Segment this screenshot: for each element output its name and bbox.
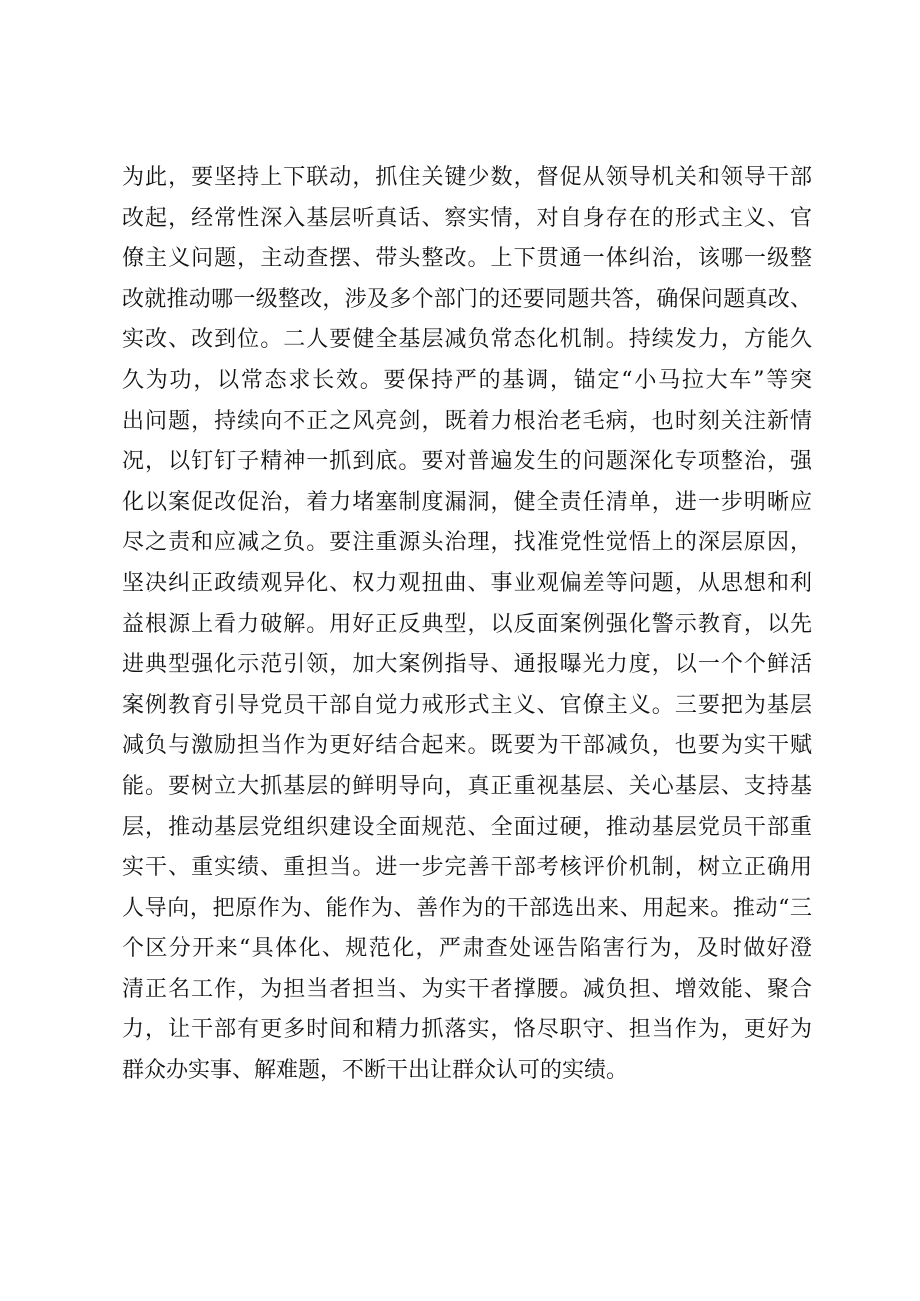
text-line-20: 个区分开来“具体化、规范化，严肃查处诬告陷害行为，及时做好澄: [122, 936, 812, 962]
text-line-19: 人导向，把原作为、能作为、善作为的干部选出来、用起来。推动“三: [122, 895, 812, 921]
body-paragraph: [122, 158, 812, 1092]
text-line-7: 出问题，持续向不正之风亮剑，既着力根治老毛病，也时刻关注新情: [122, 408, 812, 434]
text-line-23: 群众办实事、解难题，不断干出让群众认可的实绩。: [122, 1058, 629, 1084]
text-line-6: 久为功，以常态求长效。要保持严的基调，锚定“小马拉大车”等突: [122, 367, 812, 393]
text-line-21: 清正名工作，为担当者担当、为实干者撑腰。减负担、增效能、聚合: [122, 976, 812, 1002]
text-line-11: 坚决纠正政绩观异化、权力观扭曲、事业观偏差等问题，从思想和利: [122, 570, 812, 596]
text-line-9: 化以案促改促治，着力堵塞制度漏洞，健全责任清单，进一步明晰应: [122, 489, 812, 515]
text-line-10: 尽之责和应减之负。要注重源头治理，找准党性觉悟上的深层原因，: [122, 530, 812, 556]
text-line-15: 减负与激励担当作为更好结合起来。既要为干部减负，也要为实干赋: [122, 733, 812, 759]
text-line-1: 为此，要坚持上下联动，抓住关键少数，督促从领导机关和领导干部: [122, 165, 812, 190]
text-line-16: 能。要树立大抓基层的鲜明导向，真正重视基层、关心基层、支持基: [122, 773, 812, 799]
text-line-17: 层，推动基层党组织建设全面规范、全面过硬，推动基层党员干部重: [122, 814, 812, 840]
text-line-13: 进典型强化示范引领，加大案例指导、通报曝光力度，以一个个鲜活: [122, 652, 812, 678]
text-line-3: 僚主义问题，主动查摆、带头整改。上下贯通一体纠治，该哪一级整: [122, 246, 812, 272]
text-line-4: 改就推动哪一级整改，涉及多个部门的还要同题共答，确保问题真改、: [122, 286, 812, 312]
text-line-5: 实改、改到位。二人要健全基层减负常态化机制。持续发力，方能久: [122, 327, 812, 353]
text-line-18: 实干、重实绩、重担当。进一步完善干部考核评价机制，树立正确用: [122, 855, 812, 881]
text-line-22: 力，让干部有更多时间和精力抓落实，恪尽职守、担当作为，更好为: [122, 1017, 812, 1043]
text-line-12: 益根源上看力破解。用好正反典型，以反面案例强化警示教育，以先: [122, 611, 812, 637]
text-line-2: 改起，经常性深入基层听真话、察实情，对自身存在的形式主义、官: [122, 205, 812, 231]
text-line-14: 案例教育引导党员干部自觉力戒形式主义、官僚主义。三要把为基层: [122, 692, 812, 718]
text-line-8: 况，以钉钉子精神一抓到底。要对普遍发生的问题深化专项整治，强: [122, 449, 812, 475]
